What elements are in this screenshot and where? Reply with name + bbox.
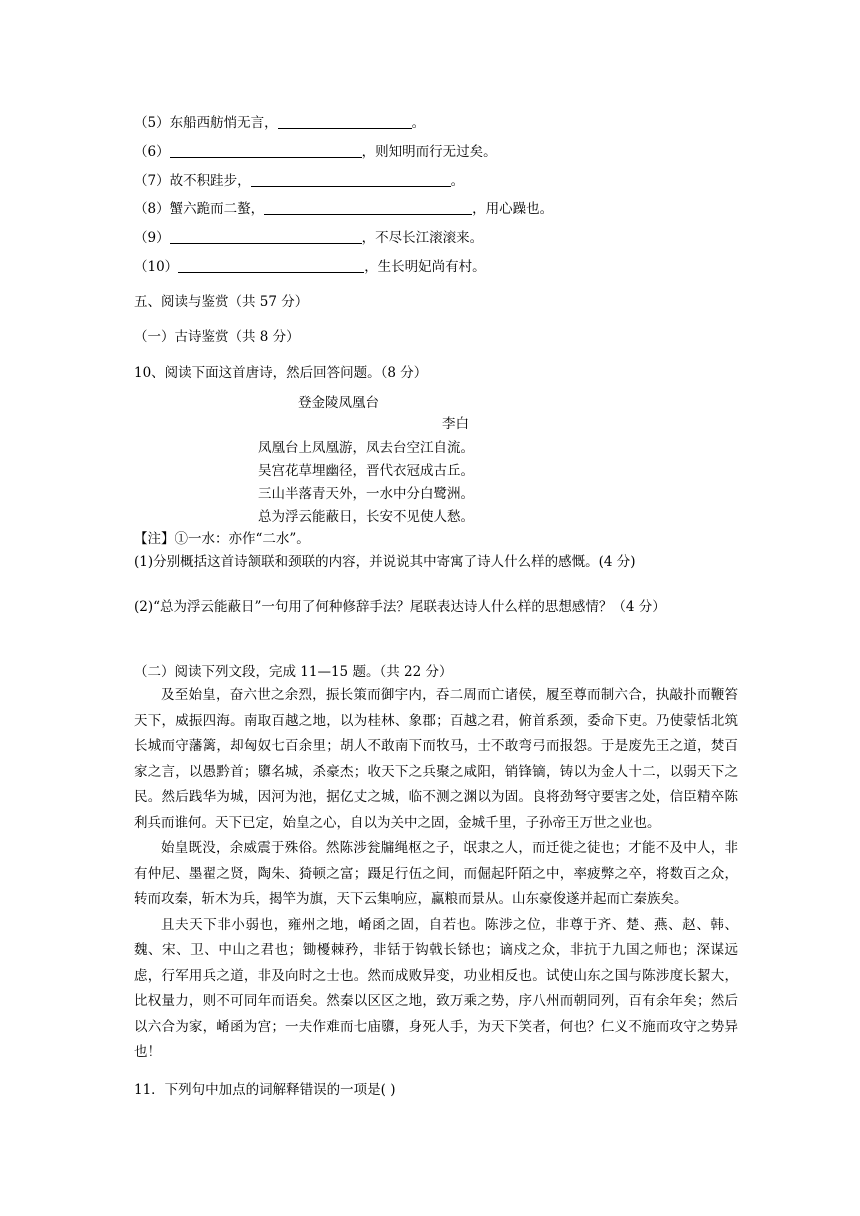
blank-item-8	[134, 199, 553, 219]
item-text-after: ，则知明而行无过矣。	[361, 144, 497, 160]
item-text-before: 蟹六跪而二螯，	[169, 201, 265, 217]
item-text-after: 。	[450, 173, 465, 189]
poem-line: 吴宫花草埋幽径，晋代衣冠成古丘。	[258, 463, 474, 479]
item-text-after: ，不尽长江滚滚来。	[361, 230, 484, 246]
question-10-2: (2)“总为浮云能蔽日”一句用了何种修辞手法？尾联表达诗人什么样的思想感情？（4 分）	[134, 599, 666, 615]
answer-blank[interactable]	[251, 172, 451, 187]
item-label: （6）	[134, 144, 170, 160]
item-label: （9）	[134, 230, 170, 246]
blank-item-10	[134, 257, 486, 277]
prose-passage	[134, 683, 738, 1066]
item-text-after: ，生长明妃尚有村。	[364, 259, 486, 275]
section-heading: 五、阅读与鉴赏（共 57 分）	[134, 294, 309, 310]
passage-paragraph: 始皇既没，余威震于殊俗。然陈涉瓮牖绳枢之子，氓隶之人，而迁徙之徒也；才能不及中人，非有仲尼、墨翟之贤，陶朱、猗顿之富；蹑足行伍之间，而倔起阡陌之中，率疲弊之卒，将数百之众，转而攻秦，斩木为兵，揭竿为旗，天下云集响应，赢粮而景从。山东豪俊遂并起而亡秦族矣。	[134, 840, 738, 907]
item-label: （10）	[134, 259, 179, 275]
item-text-before: 故不积跬步，	[169, 173, 251, 189]
passage-paragraph: 且夫天下非小弱也，雍州之地，崤函之固，自若也。陈涉之位，非尊于齐、楚、燕、赵、韩、魏、宋、卫、中山之君也；锄櫌棘矜，非铦于钩戟长铩也；谪戍之众，非抗于九国之师也；深谋远虑，行军用兵之道，非及向时之士也。然而成败异变，功业相反也。试使山东之国与陈涉度长絜大，比权量力，则不可同年而语矣。然秦以区区之地，致万乘之势，序八州而朝同列，百有余年矣；然后以六合为家，崤函为宫；一夫作难而七庙隳，身死人手，为天下笑者，何也？仁义不施而攻守之势异也！	[134, 916, 738, 1060]
answer-blank[interactable]	[178, 258, 364, 273]
poem-line: 凤凰台上凤凰游，凤去台空江自流。	[258, 440, 474, 456]
item-text-before: 东船西舫悄无言，	[169, 115, 278, 131]
blank-item-6	[134, 142, 497, 162]
passage-paragraph: 及至始皇，奋六世之余烈，振长策而御宇内，吞二周而亡诸侯，履至尊而制六合，执敲扑而鞭笞天下，威振四海。南取百越之地，以为桂林、象郡；百越之君，俯首系颈，委命下吏。乃使蒙恬北筑长城而守藩篱，却匈奴七百余里；胡人不敢南下而牧马，士不敢弯弓而报怨。于是废先王之道，焚百家之言，以愚黔首；隳名城，杀豪杰；收天下之兵聚之咸阳，销锋镝，铸以为金人十二，以弱天下之民。然后践华为城，因河为池，据亿丈之城，临不测之渊以为固。良将劲弩守要害之处，信臣精卒陈利兵而谁何。天下已定，始皇之心，自以为关中之固，金城千里，子孙帝王万世之业也。	[134, 687, 738, 831]
question-11: 11．下列句中加点的词解释错误的一项是( )	[134, 1082, 396, 1098]
subsection-heading-poetry: （一）古诗鉴赏（共 8 分）	[134, 329, 300, 345]
answer-blank[interactable]	[170, 229, 362, 244]
poem-title: 登金陵凤凰台	[298, 395, 379, 411]
poem-note: 【注】①一水：亦作“二水”。	[134, 531, 310, 547]
answer-blank[interactable]	[264, 200, 472, 215]
poem-line: 总为浮云能蔽日，长安不见使人愁。	[258, 509, 474, 525]
item-label: （7）	[134, 173, 170, 189]
subsection-heading-prose: （二）阅读下列文段，完成 11—15 题。（共 22 分）	[134, 664, 453, 680]
item-label: （8）	[134, 201, 170, 217]
item-label: （5）	[134, 115, 170, 131]
answer-blank[interactable]	[278, 114, 412, 129]
blank-item-7	[134, 171, 464, 191]
question-10-1: (1)分别概括这首诗颔联和颈联的内容，并说说其中寄寓了诗人什么样的感慨。(4 分)	[134, 554, 636, 570]
item-text-after: 。	[411, 115, 426, 131]
item-text-after: ，用心躁也。	[472, 201, 554, 217]
poem-author: 李白	[442, 416, 469, 432]
poem-line: 三山半落青天外，一水中分白鹭洲。	[258, 486, 474, 502]
blank-item-9	[134, 228, 483, 248]
blank-item-5	[134, 113, 425, 133]
answer-blank[interactable]	[170, 143, 362, 158]
question-10: 10、阅读下面这首唐诗，然后回答问题。（8 分）	[134, 365, 428, 381]
